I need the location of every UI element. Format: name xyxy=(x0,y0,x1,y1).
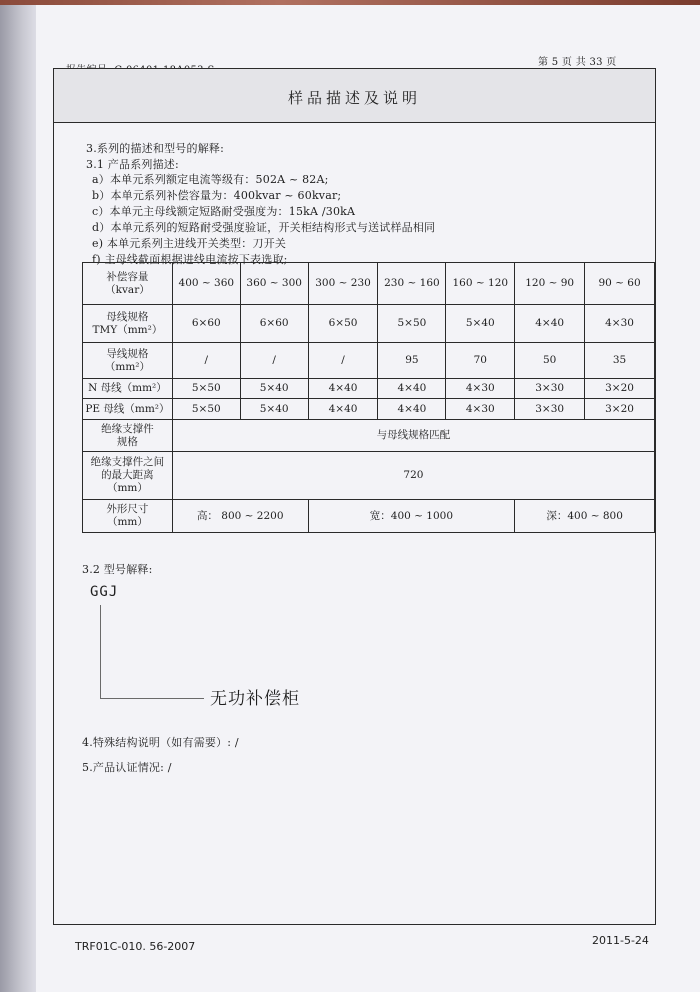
section-3-1-heading: 3.1 产品系列描述: xyxy=(86,158,179,171)
table-cell: 4×40 xyxy=(308,399,378,420)
table-cell: 5×50 xyxy=(378,305,446,343)
table-cell-depth: 深：400 ~ 800 xyxy=(515,500,655,533)
table-cell: 4×40 xyxy=(378,379,446,399)
desc-item-a: a）本单元系列额定电流等级有：502A ~ 82A; xyxy=(92,173,329,186)
row-label: 补偿容量 （kvar） xyxy=(83,263,173,305)
model-code: GGJ xyxy=(90,584,119,600)
table-cell: 6×50 xyxy=(308,305,378,343)
row-label: PE 母线（mm²） xyxy=(83,399,173,420)
table-cell: 720 xyxy=(172,452,654,500)
table-cell: 120 ~ 90 xyxy=(515,263,585,305)
table-cell: 300 ~ 230 xyxy=(308,263,378,305)
row-label: 绝缘支撑件 规格 xyxy=(83,420,173,452)
table-cell: 4×40 xyxy=(308,379,378,399)
page-info: 第 5 页 共 33 页 xyxy=(538,57,617,68)
model-connector-horizontal xyxy=(100,698,204,699)
desc-item-d: d）本单元系列的短路耐受强度验证，开关柜结构形式与送试样品相同 xyxy=(92,221,436,234)
table-row-capacity xyxy=(83,263,655,305)
table-cell: 4×30 xyxy=(446,379,515,399)
page-title: 样品描述及说明 xyxy=(287,89,421,107)
row-label: 母线规格 TMY（mm²） xyxy=(83,305,173,343)
table-cell: 3×30 xyxy=(515,399,585,420)
section-3-2-heading: 3.2 型号解释: xyxy=(82,563,153,576)
table-cell: 3×20 xyxy=(585,399,655,420)
table-cell: 4×40 xyxy=(515,305,585,343)
table-cell: 230 ~ 160 xyxy=(378,263,446,305)
title-band xyxy=(53,68,656,123)
table-cell: / xyxy=(172,343,240,379)
table-cell: 160 ~ 120 xyxy=(446,263,515,305)
table-cell: 与母线规格匹配 xyxy=(172,420,654,452)
form-number: TRF01C-010. 56-2007 xyxy=(75,940,196,953)
table-cell: 4×40 xyxy=(378,399,446,420)
table-cell: 5×40 xyxy=(240,399,308,420)
row-label: 外形尺寸 （mm） xyxy=(83,500,173,533)
table-cell: 5×40 xyxy=(240,379,308,399)
table-cell-height: 高： 800 ~ 2200 xyxy=(172,500,308,533)
table-cell: 70 xyxy=(446,343,515,379)
section-4: 4.特殊结构说明（如有需要）: / xyxy=(82,736,239,749)
desc-item-c: c）本单元主母线额定短路耐受强度为：15kA /30kA xyxy=(92,205,356,218)
page-top-edge xyxy=(0,0,700,5)
table-cell: 5×40 xyxy=(446,305,515,343)
busbar-selection-table xyxy=(82,262,655,533)
table-row-insulator-spec xyxy=(83,420,655,452)
table-row-wire xyxy=(83,343,655,379)
section-3-heading: 3.系列的描述和型号的解释: xyxy=(86,142,225,155)
table-cell: 3×20 xyxy=(585,379,655,399)
table-row-dimensions xyxy=(83,500,655,533)
table-cell: 6×60 xyxy=(172,305,240,343)
report-date: 2011-5-24 xyxy=(592,934,649,947)
table-row-insulator-distance xyxy=(83,452,655,500)
section-5: 5.产品认证情况: / xyxy=(82,761,172,774)
desc-item-e: e) 本单元系列主进线开关类型：刀开关 xyxy=(92,237,287,250)
table-cell: 50 xyxy=(515,343,585,379)
model-connector-vertical xyxy=(100,605,101,698)
table-cell: 400 ~ 360 xyxy=(172,263,240,305)
table-cell: 35 xyxy=(585,343,655,379)
table-cell: 95 xyxy=(378,343,446,379)
table-row-pe-busbar xyxy=(83,399,655,420)
table-cell: 6×60 xyxy=(240,305,308,343)
table-cell: 3×30 xyxy=(515,379,585,399)
table-cell: 90 ~ 60 xyxy=(585,263,655,305)
desc-item-b: b）本单元系列补偿容量为：400kvar ~ 60kvar; xyxy=(92,189,342,202)
table-row-busbar xyxy=(83,305,655,343)
table-cell-width: 宽：400 ~ 1000 xyxy=(308,500,515,533)
table-cell: / xyxy=(240,343,308,379)
table-cell: 5×50 xyxy=(172,379,240,399)
table-row-n-busbar xyxy=(83,379,655,399)
table-cell: 4×30 xyxy=(585,305,655,343)
table-cell: / xyxy=(308,343,378,379)
row-label: 导线规格 （mm²） xyxy=(83,343,173,379)
table-cell: 360 ~ 300 xyxy=(240,263,308,305)
row-label: 绝缘支撑件之间 的最大距离 （mm） xyxy=(83,452,173,500)
table-cell: 5×50 xyxy=(172,399,240,420)
row-label: N 母线（mm²） xyxy=(83,379,173,399)
table-cell: 4×30 xyxy=(446,399,515,420)
desc-item-f: f) 主母线截面根据进线电流按下表选取; xyxy=(92,253,288,266)
model-meaning: 无功补偿柜 xyxy=(210,689,300,709)
